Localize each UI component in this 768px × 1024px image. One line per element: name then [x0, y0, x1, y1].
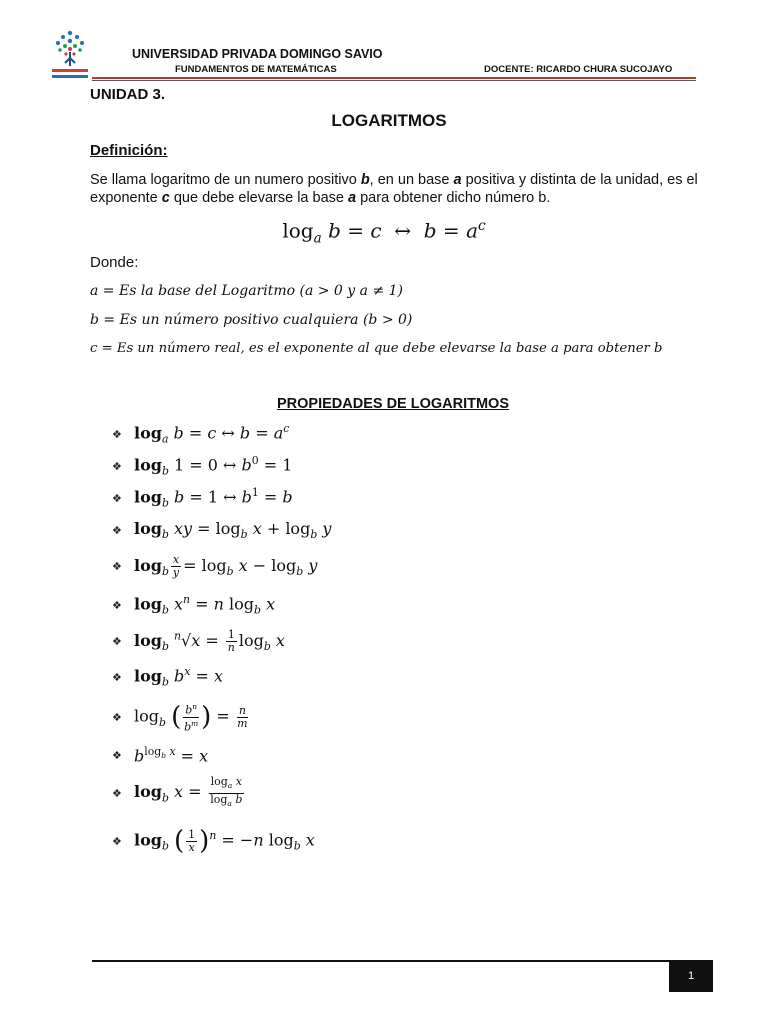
definition-line-b: b = Es un número positivo cualquiera (b > 0): [90, 312, 413, 328]
diamond-bullet-icon: ❖: [112, 749, 122, 762]
property-item: [112, 591, 275, 619]
definition-paragraph: Se llama logaritmo de un numero positivo b, en un base a positiva y distinta de la unidad, es el exponente c que debe elevarse la base a para obtener dicho número b.: [90, 172, 698, 206]
property-formula: $b^{log_b x} = x$: [134, 744, 209, 766]
property-formula: $\log_b$ ( $\frac{b^n}{b^m}$ ) = $\frac{n}{m}$: [134, 701, 248, 734]
property-item: [112, 484, 293, 512]
university-name: UNIVERSIDAD PRIVADA DOMINGO SAVIO: [132, 47, 383, 61]
header-divider-red: [92, 77, 696, 79]
property-formula: $\log_b x^n = n$ $\log_b x$: [134, 593, 276, 617]
footer-divider: [92, 960, 712, 962]
property-item: [112, 822, 315, 860]
diamond-bullet-icon: ❖: [112, 711, 122, 724]
property-formula: $\log_b b = 1$ ↔ $b^1 = b$: [134, 486, 293, 510]
diamond-bullet-icon: ❖: [112, 428, 122, 441]
property-formula: $\log_b ^n√x$ = $\frac{1}{n}$ $\log_b x$: [134, 627, 285, 654]
properties-heading: PROPIEDADES DE LOGARITMOS: [276, 396, 510, 412]
property-formula: $\log_b 1 = 0$ ↔ $b^0 = 1$: [134, 454, 293, 478]
property-formula: $\log_b$ ( $\frac{1}{x}$ )$^n$ = −n $\log_b x$: [134, 826, 315, 856]
where-label: Donde:: [90, 254, 139, 271]
diamond-bullet-icon: ❖: [112, 835, 122, 848]
diamond-bullet-icon: ❖: [112, 671, 122, 684]
university-logo: [46, 28, 94, 84]
course-name: FUNDAMENTOS DE MATEMÁTICAS: [175, 64, 337, 75]
diamond-bullet-icon: ❖: [112, 560, 122, 573]
definition-formula: $\log_a b = c$ ↔ $b = a^c$: [282, 218, 486, 247]
definition-line-a: a = Es la base del Logaritmo (a > 0 y a ≠ 1): [90, 283, 403, 299]
property-item: [112, 700, 250, 734]
property-item: [112, 552, 317, 580]
property-item: [112, 663, 223, 691]
page-title: LOGARITMOS: [331, 111, 447, 130]
property-formula: $\log_b$ xy = $\log_b x + \log_b y$: [134, 518, 332, 542]
header-divider-dark: [92, 80, 696, 81]
definition-heading: Definición:: [90, 142, 168, 159]
property-formula: $\log_b x$ = $\frac{\log_a x}{\log_a b}$: [134, 775, 243, 808]
diamond-bullet-icon: ❖: [112, 787, 122, 800]
diamond-bullet-icon: ❖: [112, 635, 122, 648]
page-number: 1: [669, 960, 713, 992]
property-item: [112, 420, 289, 448]
diamond-bullet-icon: ❖: [112, 492, 122, 505]
property-formula: $\log_b b^x = x$: [134, 665, 223, 689]
diamond-bullet-icon: ❖: [112, 599, 122, 612]
property-item: [112, 452, 292, 480]
definition-line-c: c = Es un número real, es el exponente al que debe elevarse la base a para obtener b: [90, 341, 663, 356]
diamond-bullet-icon: ❖: [112, 524, 122, 537]
property-item: [112, 627, 285, 655]
unit-label: UNIDAD 3.: [90, 86, 166, 103]
property-item: [112, 776, 246, 810]
property-formula: $\log_b$ $\frac{x}{y}$ = $\log_b x - \log_b y$: [134, 552, 318, 579]
diamond-bullet-icon: ❖: [112, 460, 122, 473]
teacher-name: DOCENTE: RICARDO CHURA SUCOJAYO: [484, 64, 673, 75]
property-item: [112, 741, 208, 769]
property-formula: $\log_a b = c$ ↔ $b = a^c$: [134, 422, 290, 446]
property-item: [112, 516, 331, 544]
